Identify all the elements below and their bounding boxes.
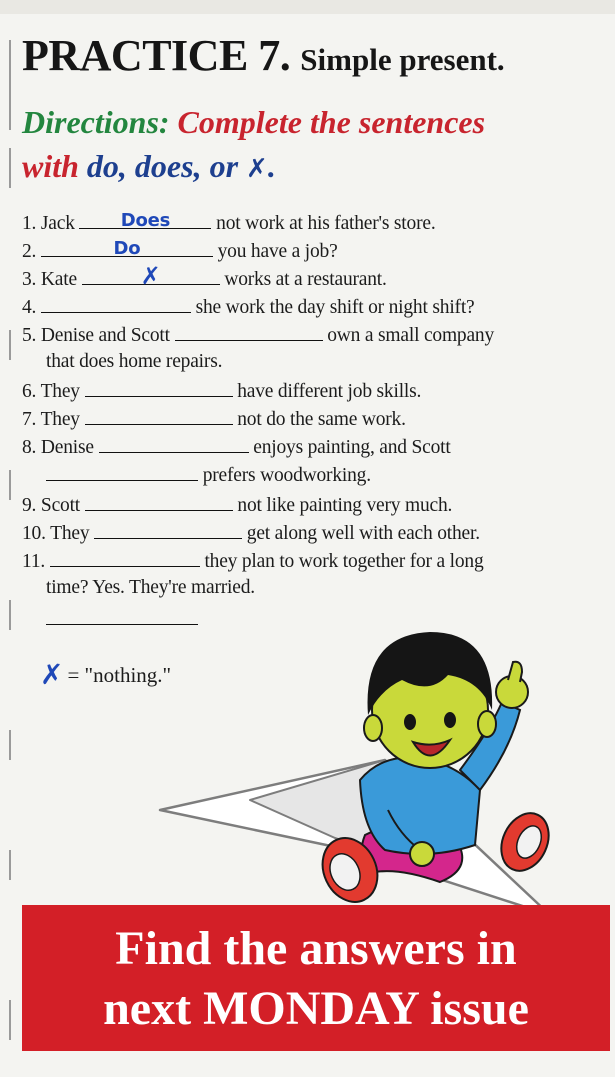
- thumb: [508, 662, 522, 682]
- sentence-after: get along well with each other.: [246, 523, 480, 544]
- directions-with: with: [22, 148, 79, 184]
- directions-period: .: [267, 148, 276, 184]
- answer-text: ✗: [140, 262, 161, 290]
- sentence-after: not like painting very much.: [237, 495, 453, 516]
- title-sub: Simple present.: [300, 42, 505, 77]
- answer-blank[interactable]: [175, 320, 323, 341]
- title-main: PRACTICE 7.: [22, 31, 291, 80]
- boy-on-paper-plane-illustration: [130, 610, 570, 930]
- answer-blank[interactable]: [85, 404, 233, 425]
- sentence-number: 4.: [22, 297, 37, 318]
- sentence-5: [22, 320, 494, 349]
- sentence-before: Jack: [40, 213, 75, 234]
- margin-line: [9, 850, 11, 880]
- answer-blank[interactable]: [99, 432, 249, 453]
- sentence-10: [22, 518, 480, 547]
- sentence-number: 1.: [22, 213, 37, 234]
- sentence-continuation: that does home repairs.: [46, 351, 223, 372]
- answer-blank[interactable]: [41, 236, 213, 257]
- directions-lead: Directions:: [22, 104, 170, 140]
- sentence-before: Denise: [40, 437, 94, 458]
- sentence-before: Scott: [40, 495, 81, 516]
- answer-banner: [22, 905, 610, 1051]
- sentence-number: 11.: [22, 551, 46, 572]
- lower-hand: [410, 842, 434, 866]
- sentence-number: 8.: [22, 437, 37, 458]
- sentence-11: [22, 546, 484, 575]
- sentence-before: Denise and Scott: [40, 325, 170, 346]
- sentence-after: works at a restaurant.: [224, 269, 387, 290]
- margin-line: [9, 330, 11, 360]
- banner-line-2: next MONDAY issue: [103, 982, 529, 1035]
- eye-right: [444, 712, 456, 728]
- answer-blank[interactable]: [46, 460, 198, 481]
- answer-blank[interactable]: [50, 546, 200, 567]
- sentence-before: They: [50, 523, 90, 544]
- margin-line: [9, 148, 11, 188]
- sentence-8: [22, 432, 451, 461]
- sentence-number: 7.: [22, 409, 37, 430]
- directions-text: Complete the sentences: [177, 104, 486, 140]
- answer-text: Do: [113, 238, 141, 259]
- sentence-6: [22, 376, 421, 405]
- sentence-after: not do the same work.: [237, 409, 406, 430]
- ear-right: [478, 711, 496, 737]
- sentence-number: 2.: [22, 241, 37, 262]
- sentence-number: 3.: [22, 269, 37, 290]
- answer-blank[interactable]: [85, 376, 233, 397]
- sentence-number: 9.: [22, 495, 37, 516]
- sentence-after: have different job skills.: [237, 381, 422, 402]
- sentence-after: not work at his father's store.: [216, 213, 436, 234]
- ear-left: [364, 715, 382, 741]
- sentence-after: enjoys painting, and Scott: [253, 437, 451, 458]
- page-title: [22, 31, 505, 80]
- sentence-number: 5.: [22, 325, 37, 346]
- directions: [22, 100, 607, 191]
- answer-text: Does: [120, 210, 171, 231]
- margin-line: [9, 730, 11, 760]
- eye-left: [404, 714, 416, 730]
- sentence-after: own a small company: [327, 325, 495, 346]
- sentence-continuation: prefers woodworking.: [202, 465, 371, 486]
- directions-symbol: ✗: [246, 154, 268, 184]
- margin-line: [9, 470, 11, 500]
- banner-text: [22, 919, 610, 1039]
- sentence-after: you have a job?: [217, 241, 338, 262]
- sentence-before: They: [40, 409, 80, 430]
- thumbs-up-hand: [496, 676, 528, 708]
- answer-blank[interactable]: [94, 518, 242, 539]
- answer-blank[interactable]: [85, 490, 233, 511]
- margin-line: [9, 1000, 11, 1040]
- margin-line: [9, 600, 11, 630]
- top-strip: [0, 0, 615, 14]
- sentence-7: [22, 404, 406, 433]
- margin-line: [9, 40, 11, 130]
- answer-blank[interactable]: [79, 208, 211, 229]
- answer-blank[interactable]: [41, 292, 191, 313]
- sentence-number: 6.: [22, 381, 37, 402]
- sentence-after: she work the day shift or night shift?: [195, 297, 475, 318]
- sentence-8-continuation: [46, 460, 371, 489]
- sentence-5-continuation: [46, 348, 222, 375]
- sentence-2: [22, 236, 338, 265]
- sentence-number: 10.: [22, 523, 46, 544]
- sentence-after: they plan to work together for a long: [204, 551, 484, 572]
- sentence-4: [22, 292, 475, 321]
- sentence-before: Kate: [40, 269, 77, 290]
- sentence-before: They: [40, 381, 80, 402]
- key-text: = "nothing.": [67, 663, 172, 687]
- directions-options: do, does, or: [86, 148, 239, 184]
- sentence-9: [22, 490, 452, 519]
- answer-blank[interactable]: [82, 262, 220, 290]
- banner-line-1: Find the answers in: [115, 922, 517, 975]
- x-mark-icon: ✗: [40, 658, 64, 691]
- sentence-11-continuation: [46, 574, 255, 601]
- sentence-1: [22, 208, 436, 237]
- sentence-3: [22, 264, 387, 293]
- sentence-continuation: time? Yes. They're married.: [46, 577, 255, 598]
